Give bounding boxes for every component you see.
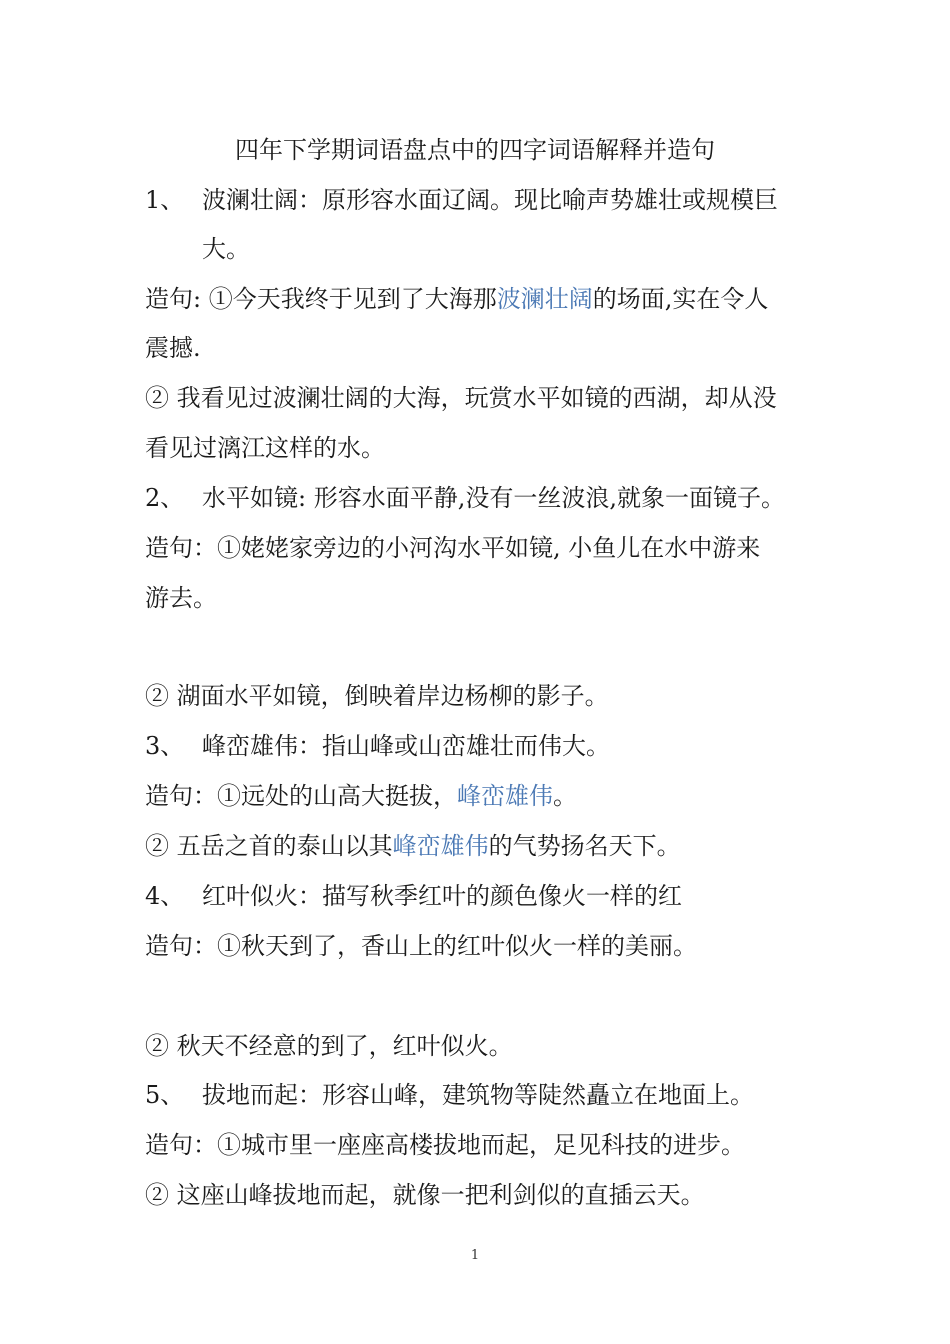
- item-2-sentence-1: 造句：①姥姥家旁边的小河沟水平如镜, 小鱼儿在水中游来: [145, 534, 761, 562]
- item-5-definition-text: 拔地而起：形容山峰，建筑物等陡然矗立在地面上。: [202, 1081, 754, 1109]
- item-4-definition-text: 红叶似火：描写秋季红叶的颜色像火一样的红: [202, 882, 682, 910]
- item-1-definition-text: 波澜壮阔：原形容水面辽阔。现比喻声势雄壮或规模巨: [202, 186, 778, 214]
- item-1-number: 1、: [145, 186, 185, 214]
- item-3-sentence-1: [145, 779, 815, 813]
- item-4-sentence-2: ② 秋天不经意的到了，红叶似火。: [145, 1032, 513, 1060]
- sentence-text: 的场面,实在令人: [592, 285, 769, 313]
- item-4-definition: [145, 879, 815, 913]
- highlighted-term: 峰峦雄伟: [392, 832, 489, 860]
- sentence-text: 的气势扬名天下。: [488, 832, 681, 860]
- sentence-text: ② 五岳之首的泰山以其: [145, 832, 393, 860]
- item-3-sentence-2: [145, 829, 815, 863]
- item-4-number: 4、: [145, 882, 185, 910]
- item-1-definition-cont: 大。: [202, 235, 250, 263]
- item-3-definition: [145, 729, 815, 763]
- item-4-sentence-1: 造句：①秋天到了，香山上的红叶似火一样的美丽。: [145, 932, 697, 960]
- sentence-text: 造句: ①今天我终于见到了大海那: [145, 285, 497, 313]
- item-2-sentence-1-cont: 游去。: [145, 584, 217, 612]
- item-2-definition: [145, 481, 815, 515]
- item-2-number: 2、: [145, 484, 185, 512]
- item-3-number: 3、: [145, 732, 185, 760]
- item-5-sentence-2: ② 这座山峰拔地而起，就像一把利剑似的直插云天。: [145, 1181, 705, 1209]
- page-number: 1: [470, 1248, 480, 1263]
- item-1-definition: [145, 183, 815, 217]
- item-3-definition-text: 峰峦雄伟：指山峰或山峦雄壮而伟大。: [202, 732, 610, 760]
- item-5-sentence-1: 造句：①城市里一座座高楼拔地而起，足见科技的进步。: [145, 1131, 745, 1159]
- highlighted-term: 峰峦雄伟: [457, 782, 553, 810]
- item-1-sentence-1: [145, 282, 815, 316]
- item-2-sentence-2: ② 湖面水平如镜，倒映着岸边杨柳的影子。: [145, 682, 609, 710]
- item-2-definition-text: 水平如镜: 形容水面平静,没有一丝波浪,就象一面镜子。: [202, 484, 785, 512]
- highlighted-term: 波澜壮阔: [496, 285, 593, 313]
- document-title: 四年下学期词语盘点中的四字词语解释并造句: [235, 136, 715, 164]
- item-1-sentence-1-cont: 震撼.: [145, 334, 201, 362]
- item-1-sentence-2-cont: 看见过漓江这样的水。: [145, 434, 385, 462]
- sentence-text: 造句：①远处的山高大挺拔，: [145, 782, 457, 810]
- item-5-number: 5、: [145, 1081, 185, 1109]
- item-5-definition: [145, 1078, 815, 1112]
- item-1-sentence-2: ② 我看见过波澜壮阔的大海，玩赏水平如镜的西湖，却从没: [145, 384, 777, 412]
- sentence-text: 。: [553, 782, 577, 810]
